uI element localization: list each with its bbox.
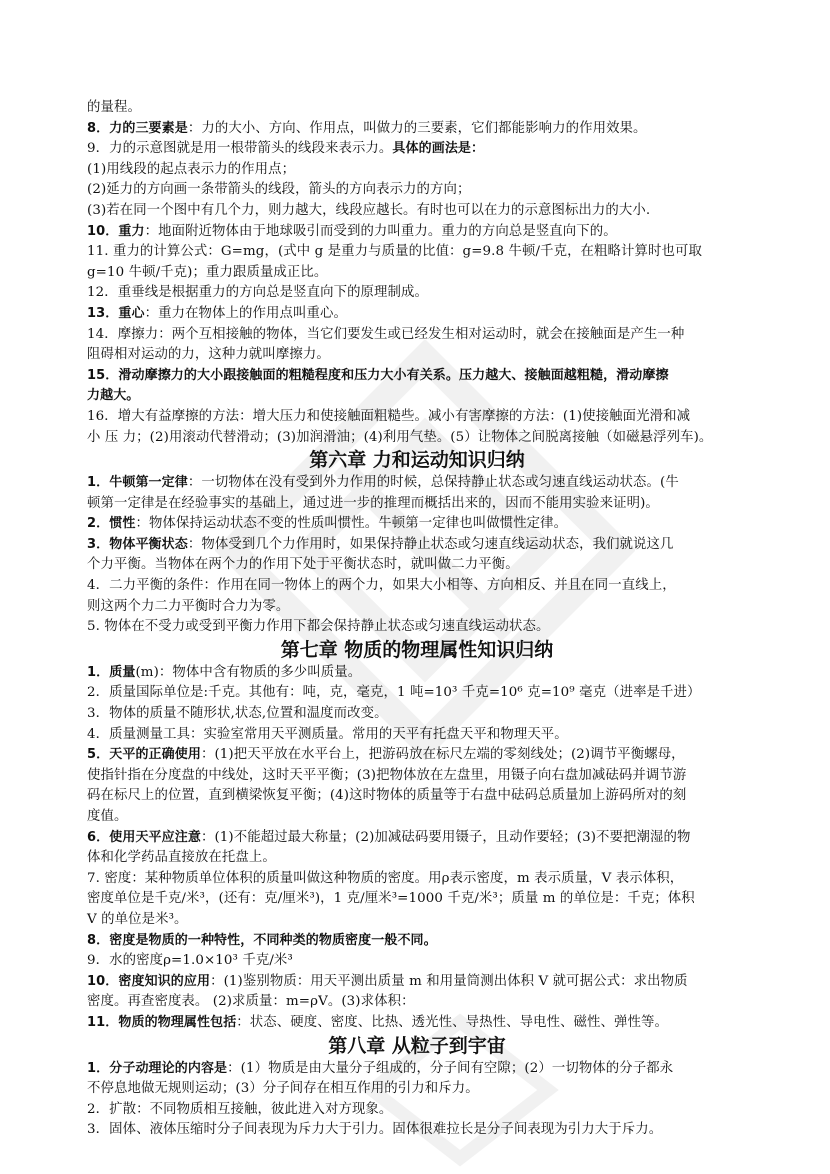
bold-term: 6．使用天平应注意 [87, 829, 201, 845]
line-text: 9．水的密度ρ=1.0×10³ 千克/米³ [87, 953, 293, 969]
text-line [87, 386, 747, 407]
document-page [87, 98, 747, 1141]
text-line [87, 617, 747, 638]
line-text: ：(1)把天平放在水平台上，把游码放在标尺左端的零刻线处；(2)调节平衡螺母， [200, 747, 685, 763]
text-line [87, 786, 747, 807]
text-line [87, 951, 747, 972]
text-line [87, 514, 747, 535]
text-line [87, 725, 747, 746]
line-text: 16．增大有益摩擦的方法：增大压力和使接触面粗糙些。减小有害摩擦的方法：(1)使接触面光滑和减 [87, 408, 691, 424]
text-line [87, 180, 747, 201]
line-text: 个力平衡。当物体在两个力的作用下处于平衡状态时，就叫做二力平衡。 [87, 557, 519, 573]
text-line [87, 98, 747, 119]
heading-chapter-6: 第六章 力和运动知识归纳 [309, 449, 525, 472]
text-line [87, 555, 747, 576]
text-line [87, 745, 747, 766]
bold-term: 1．分子动理论的内容是 [87, 1060, 228, 1076]
line-text: 阻碍相对运动的力，这种力就叫摩擦力。 [87, 347, 330, 363]
bold-term: 2．惯性 [87, 516, 136, 532]
line-text: ：力的大小、方向、作用点，叫做力的三要素，它们都能影响力的作用效果。 [187, 120, 647, 136]
text-line [87, 139, 747, 160]
line-text: 4．二力平衡的条件：作用在同一物体上的两个力，如果大小相等、方向相反、并且在同一直线上， [87, 578, 676, 594]
line-text: 使指针指在分度盘的中线处，这时天平平衡；(3)把物体放在左盘里，用镊子向右盘加减砝码并调节游 [87, 767, 687, 783]
section-chapter-7-content [87, 663, 747, 1034]
text-line [87, 889, 747, 910]
line-text: (m)：物体中含有物质的多少叫质量。 [135, 664, 362, 680]
line-text: 的量程。 [87, 100, 141, 115]
text-line [87, 535, 747, 556]
line-text: ：物体保持运动状态不变的性质叫惯性。牛顿第一定律也叫做惯性定律。 [135, 516, 568, 532]
line-text: 2．扩散：不同物质相互接触，彼此进入对方现象。 [87, 1101, 393, 1117]
text-line [87, 1100, 747, 1121]
bold-term: 具体的画法是： [392, 141, 485, 157]
line-text: 9．力的示意图就是用一根带箭头的线段来表示力。 [87, 141, 393, 157]
line-text: ：(1）物质是由大量分子组成的，分子间有空隙；(2）一切物体的分子都永 [227, 1060, 674, 1076]
line-text: ：物体受到几个力作用时，如果保持静止状态或匀速直线运动状态，我们就说这几 [187, 536, 674, 552]
line-text: 体和化学药品直接放在托盘上。 [87, 850, 276, 866]
line-text: 7. 密度：某种物质单位体积的质量叫做这种物质的密度。用ρ表示密度，m 表示质量，V 表示体积， [87, 870, 684, 886]
bold-term: 8．密度是物质的一种特性，不同种类的物质密度一般不同。 [87, 932, 437, 948]
line-text: ：(1)鉴别物质：用天平测出质量 m 和用量筒测出体积 V 就可据公式：求出物质 [210, 973, 688, 989]
text-line [87, 283, 747, 304]
line-text: 小 压 力；(2)用滚动代替滑动；(3)加润滑油；(4)利用气垫。(5）让物体之间脱离接触（如磁悬浮列车)。 [87, 429, 713, 445]
line-text: 3．固体、液体压缩时分子间表现为斥力大于引力。固体很难拉长是分子间表现为引力大于斥力。 [87, 1122, 663, 1138]
text-line [87, 473, 747, 494]
text-line [87, 1079, 747, 1100]
text-line [87, 160, 747, 181]
text-line [87, 931, 747, 952]
line-text: (2)延力的方向画一条带箭头的线段，箭头的方向表示力的方向； [87, 182, 471, 198]
line-text: (3)若在同一个图中有几个力，则力越大，线段应越长。有时也可以在力的示意图标出力的大小. [87, 202, 651, 218]
line-text: ：(1)不能超过最大称量；(2)加减砝码要用镊子，且动作要轻；(3)不要把潮湿的物 [200, 829, 691, 845]
text-line [87, 119, 747, 140]
section-force-content [87, 98, 747, 448]
text-line [87, 663, 747, 684]
text-line [87, 910, 747, 931]
line-text: 不停息地做无规则运动；(3）分子间存在相互作用的引力和斥力。 [87, 1081, 479, 1097]
line-text: 顿第一定律是在经验事实的基础上，通过进一步的推理而概括出来的，因而不能用实验来证明)。 [87, 495, 659, 511]
text-line [87, 848, 747, 869]
line-text: 密度。再查密度表。 (2)求质量：m=ρV。(3)求体积： [87, 994, 415, 1010]
line-text: 2．质量国际单位是:千克。其他有：吨，克，毫克，1 吨=10³ 千克=10⁶ 克=10⁹ 毫克（进率是千进） [87, 685, 701, 701]
line-text: V 的单位是米³。 [87, 911, 188, 927]
text-line [87, 201, 747, 222]
text-line [87, 576, 747, 597]
text-line [87, 869, 747, 890]
line-text: 12．重垂线是根据重力的方向总是竖直向下的原理制成。 [87, 285, 429, 301]
text-line [87, 304, 747, 325]
line-text: 14．摩擦力：两个互相接触的物体，当它们要发生或已经发生相对运动时，就会在接触面是产生一种 [87, 326, 685, 342]
text-line [87, 1059, 747, 1080]
text-line [87, 494, 747, 515]
line-text: 密度单位是千克/米³，(还有：克/厘米³)，1 克/厘米³=1000 千克/米³；质量 m 的单位是：千克；体积 [87, 891, 695, 907]
bold-term: 10．重力 [87, 223, 145, 239]
line-text: 4．质量测量工具：实验室常用天平测质量。常用的天平有托盘天平和物理天平。 [87, 726, 568, 742]
bold-term: 3．物体平衡状态 [87, 536, 188, 552]
text-line [87, 972, 747, 993]
text-line [87, 242, 747, 263]
heading-chapter-7: 第七章 物质的物理属性知识归纳 [280, 638, 554, 661]
line-text: (1)用线段的起点表示力的作用点； [87, 161, 296, 177]
bold-term: 13．重心 [87, 305, 145, 321]
text-line [87, 766, 747, 787]
text-line [87, 683, 747, 704]
text-line [87, 992, 747, 1013]
text-line [87, 222, 747, 243]
text-line [87, 828, 747, 849]
bold-term: 力越大。 [87, 388, 140, 404]
section-chapter-6-content [87, 473, 747, 638]
heading-chapter-8: 第八章 从粒子到宇宙 [328, 1034, 506, 1057]
text-line [87, 366, 747, 387]
text-line [87, 263, 747, 284]
line-text: 则这两个力二力平衡时合力为零。 [87, 598, 290, 614]
line-text: 度值。 [87, 809, 128, 824]
bold-term: 11．物质的物理属性包括 [87, 1014, 237, 1030]
text-line [87, 407, 747, 428]
text-line [87, 345, 747, 366]
bold-term: 8．力的三要素是 [87, 120, 188, 136]
text-line [87, 704, 747, 725]
text-line [87, 807, 747, 828]
line-text: ：重力在物体上的作用点叫重心。 [144, 305, 347, 321]
line-text: 11. 重力的计算公式：G=mg，(式中 g 是重力与质量的比值：g=9.8 牛顿/千克，在粗略计算时也可取 [87, 244, 702, 260]
text-line [87, 597, 747, 618]
bold-term: 1．质量 [87, 664, 136, 680]
line-text: ：状态、硬度、密度、比热、透光性、导热性、导电性、磁性、弹性等。 [236, 1014, 668, 1030]
text-line [87, 428, 747, 449]
line-text: 5. 物体在不受力或受到平衡力作用下都会保持静止状态或匀速直线运动状态。 [87, 619, 550, 635]
bold-term: 1．牛顿第一定律 [87, 475, 188, 491]
text-line [87, 325, 747, 346]
bold-term: 5．天平的正确使用 [87, 747, 201, 763]
bold-term: 15．滑动摩擦力的大小跟接触面的粗糙程度和压力大小有关系。压力越大、接触面越粗糙，滑动摩擦 [87, 367, 669, 383]
text-line [87, 1013, 747, 1034]
line-text: 3．物体的质量不随形状,状态,位置和温度而改变。 [87, 706, 388, 722]
line-text: g=10 牛顿/千克)；重力跟质量成正比。 [87, 264, 328, 280]
line-text: ：地面附近物体由于地球吸引而受到的力叫重力。重力的方向总是竖直向下的。 [144, 223, 617, 239]
text-line [87, 1120, 747, 1141]
line-text: ：一切物体在没有受到外力作用的时候，总保持静止状态或匀速直线运动状态。(牛 [187, 475, 679, 491]
bold-term: 10．密度知识的应用 [87, 973, 211, 989]
line-text: 码在标尺上的位置，直到横梁恢复平衡；(4)这时物体的质量等于右盘中砝码总质量加上游码所对的刻 [87, 788, 687, 804]
section-chapter-8-content [87, 1059, 747, 1141]
